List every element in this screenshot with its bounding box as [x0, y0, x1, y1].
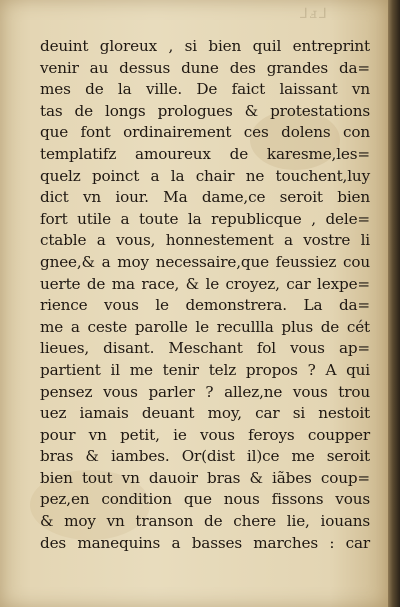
text-line: bien tout vn dauoir bras & iãbes coup= [40, 468, 370, 487]
text-line: uez iamais deuant moy, car si nestoit [40, 404, 370, 423]
text-line: quelz poinct a la chair ne touchent,luy [40, 166, 370, 185]
book-gutter-edge [388, 0, 400, 607]
text-line: mes de la ville. De faict laissant vn [40, 80, 370, 99]
text-line: deuint gloreux , si bien quil entreprint [40, 37, 370, 55]
text-line: pez,en condition que nous fissons vous [40, 490, 370, 509]
text-line: pour vn petit, ie vous feroys coupper [40, 425, 370, 444]
text-line: venir au dessus dune des grandes da= [40, 58, 370, 77]
text-line: me a ceste parolle le recullla plus de cét [40, 317, 370, 336]
text-line: pensez vous parler ? allez,ne vous trou [40, 382, 370, 401]
text-line: ctable a vous, honnestement a vostre li [40, 231, 370, 250]
text-line: partient il me tenir telz propos ? A qui [40, 360, 370, 379]
show-through-ink: ⅃ⅎ⅃ [300, 6, 329, 22]
text-line: que font ordinairement ces dolens con [40, 123, 370, 142]
text-line: rience vous le demonstrera. La da= [40, 296, 370, 315]
text-line: templatifz amoureux de karesme,les= [40, 144, 370, 163]
text-line: bras & iambes. Or(dist il)ce me seroit [40, 447, 370, 466]
text-line: gnee,& a moy necessaire,que feussiez cou [40, 252, 370, 271]
text-line: dict vn iour. Ma dame,ce seroit bien [40, 188, 370, 207]
body-text [40, 36, 370, 554]
text-line: uerte de ma race, & le croyez, car lexpe= [40, 274, 370, 293]
text-line: & moy vn transon de chere lie, iouans [40, 512, 370, 531]
text-line: tas de longs prologues & protestations [40, 101, 370, 120]
text-line: lieues, disant. Meschant fol vous ap= [40, 339, 370, 358]
text-line: fort utile a toute la republicque , dele= [40, 209, 370, 228]
text-line: des manequins a basses marches : car [40, 533, 370, 552]
